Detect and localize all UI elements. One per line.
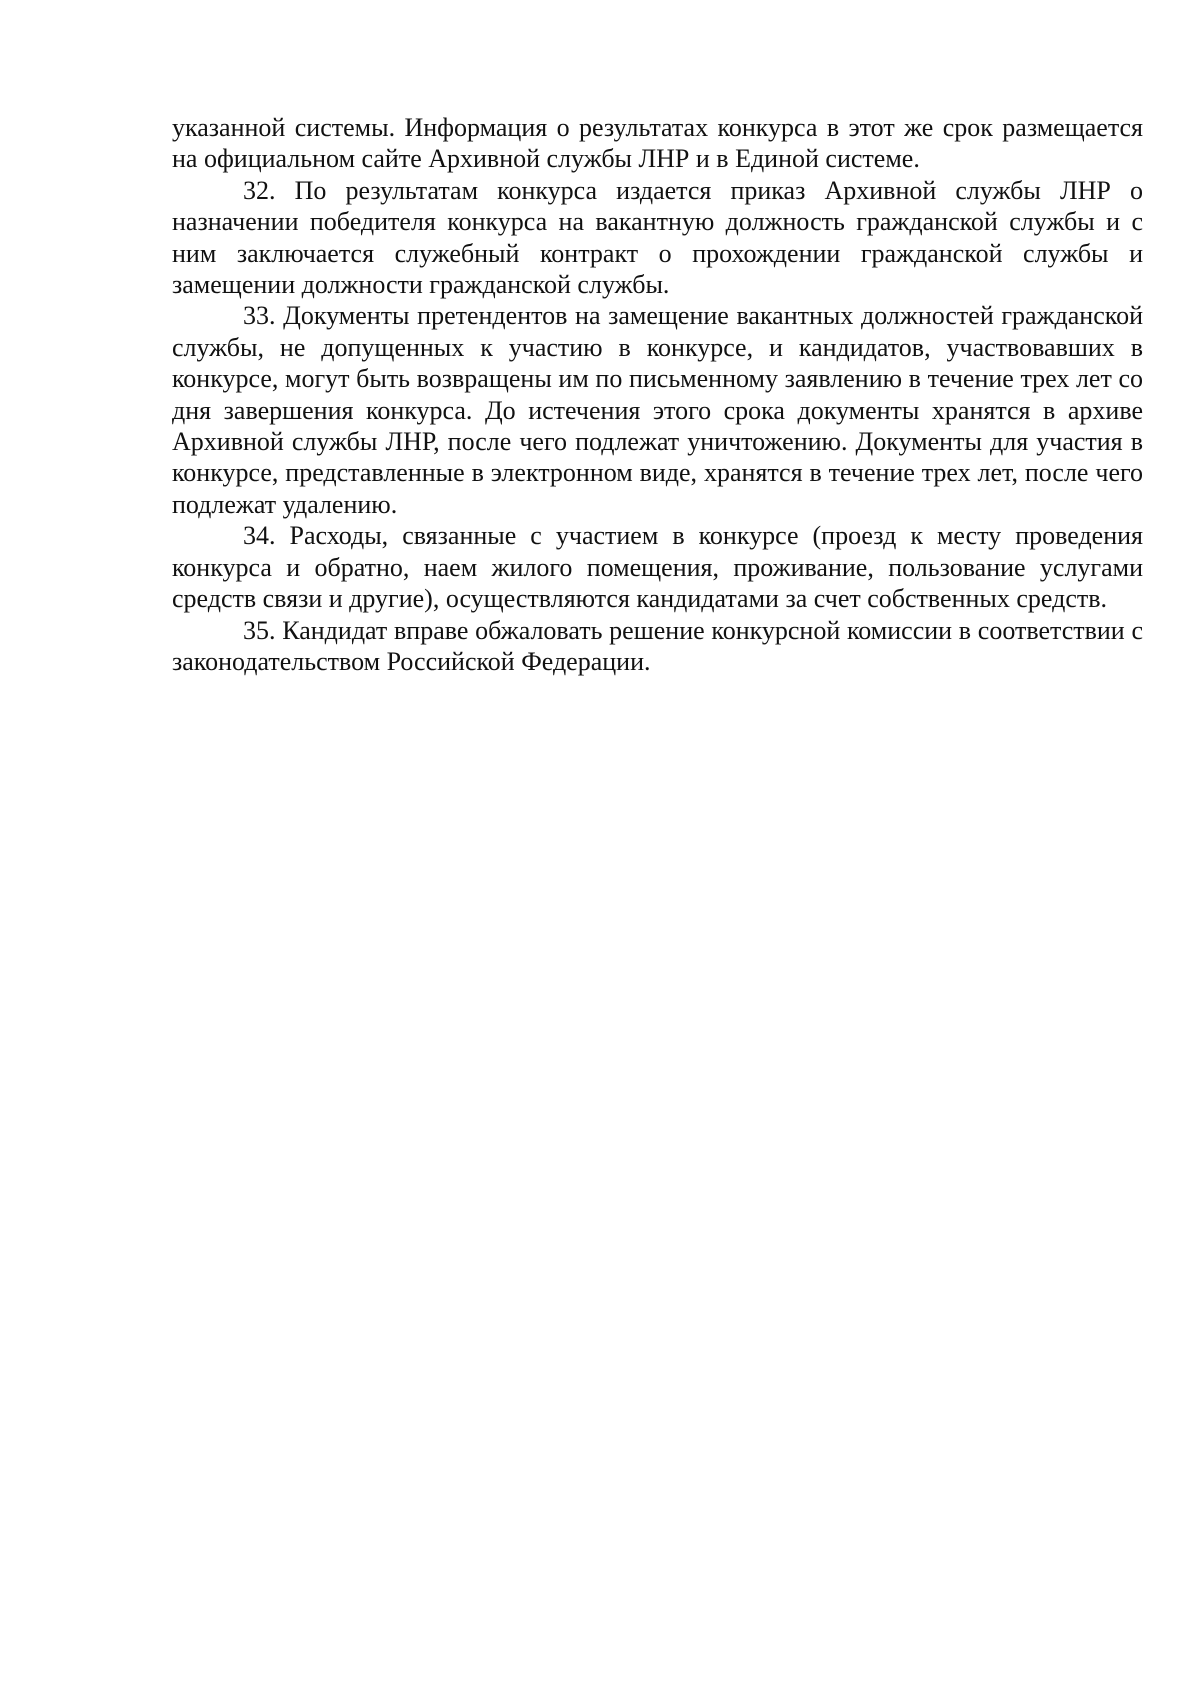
paragraph-35: 35. Кандидат вправе обжаловать решение конкурсной комиссии в соответствии с законодательством Российской Федерации. xyxy=(172,615,1143,676)
paragraph-34: 34. Расходы, связанные с участием в конкурсе (проезд к месту проведения конкурса и обратно, наем жилого помещения, проживание, пользование услугами средств связи и другие), осуществляются кандидатами за счет собственных средств. xyxy=(172,521,1143,614)
document-body xyxy=(172,112,1143,677)
paragraph-continuation: указанной системы. Информация о результатах конкурса в этот же срок размещается на официальном сайте Архивной службы ЛНР и в Единой системе. xyxy=(172,113,1143,174)
paragraph-33: 33. Документы претендентов на замещение вакантных должностей гражданской службы, не допущенных к участию в конкурсе, и кандидатов, участвовавших в конкурсе, могут быть возвращены им по письменному заявлению в течение трех лет со дня завершения конкурса. До истечения этого срока документы хранятся в архиве Архивной службы ЛНР, после чего подлежат уничтожению. Документы для участия в конкурсе, представленные в электронном виде, хранятся в течение трех лет, после чего подлежат удалению. xyxy=(172,301,1143,519)
paragraph-32: 32. По результатам конкурса издается приказ Архивной службы ЛНР о назначении победителя конкурса на вакантную должность гражданской службы и с ним заключается служебный контракт о прохождении гражданской службы и замещении должности гражданской службы. xyxy=(172,175,1143,300)
